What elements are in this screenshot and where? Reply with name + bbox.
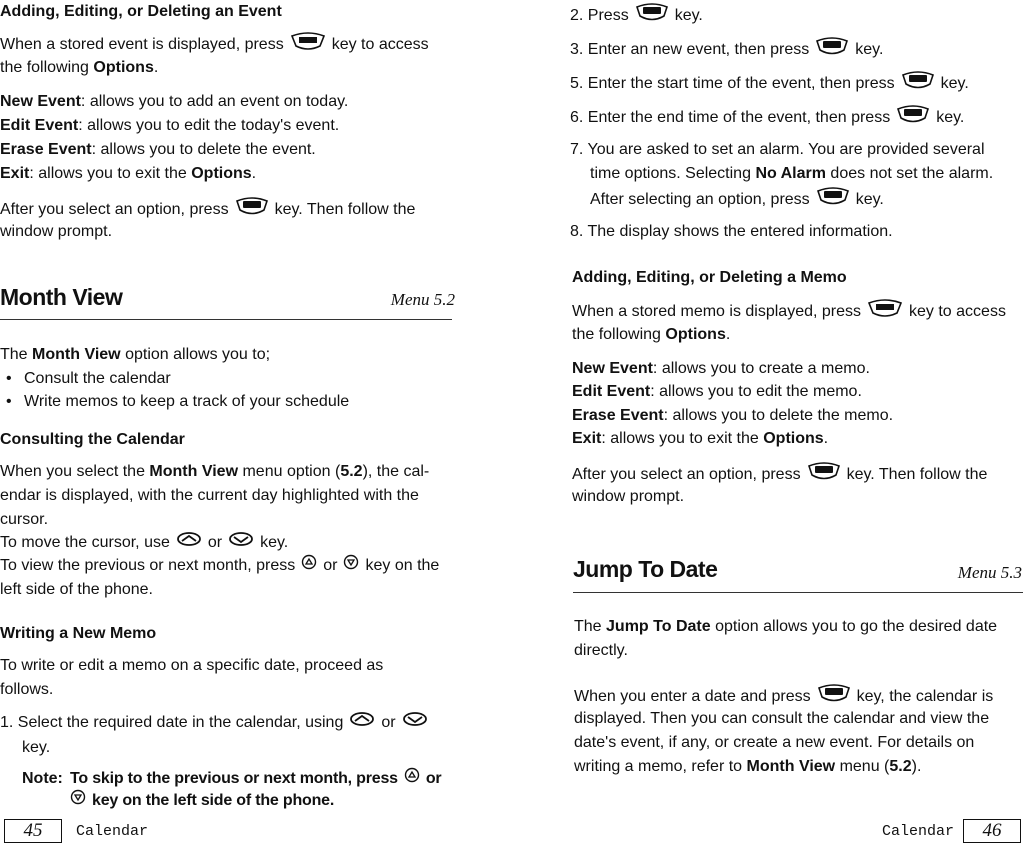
text: menu option ( [242, 463, 341, 480]
side-down-key-icon [343, 554, 359, 578]
text: The [574, 618, 602, 635]
text: : allows you to delete the event. [91, 141, 316, 158]
side-down-key-icon [70, 789, 86, 813]
text: When you select the [0, 463, 145, 480]
text: When a stored memo is displayed, press [572, 303, 862, 321]
step-8: 8. The display shows the entered information. [570, 223, 893, 240]
label: Edit Event [0, 117, 79, 134]
text: option allows you to go the desired date [715, 618, 998, 635]
adding-memo-intro-line2: the following Options. [572, 326, 731, 343]
adding-event-intro-line2: the following Options. [0, 59, 159, 76]
text: To view the previous or next month, press [0, 557, 296, 575]
page-number-45: 45 [4, 819, 62, 843]
text: : allows you to edit the memo. [650, 383, 862, 400]
step-7-line2 [590, 162, 993, 186]
text: key. Then follow the [846, 466, 988, 484]
options-bold: Options [191, 165, 252, 182]
jump-intro-line2: directly. [574, 642, 628, 659]
text: option allows you to; [125, 346, 271, 363]
text: key, the calendar is [856, 688, 994, 706]
step-7-line1: 7. You are asked to set an alarm. You are provided several [570, 141, 985, 158]
label: Erase Event [0, 141, 92, 158]
text: key to access [909, 303, 1006, 321]
memo-option-exit: Exit: allows you to exit the Options. [572, 430, 829, 447]
text: key. [674, 7, 703, 25]
option-edit-event [0, 114, 339, 138]
text: ). [911, 758, 922, 775]
jump-p2-line4 [574, 755, 921, 779]
text: time options. Selecting [590, 165, 751, 182]
bold: 5.2 [889, 758, 912, 775]
label: New Event [572, 360, 653, 377]
ok-key-icon [896, 104, 930, 132]
text: key to access [331, 36, 429, 54]
heading-consulting: Consulting the Calendar [0, 431, 185, 448]
note-label: Note: [22, 770, 63, 787]
label: New Event [0, 93, 81, 110]
text: : allows you to exit the [29, 165, 187, 182]
text: After you select an option, press [0, 201, 229, 219]
option-new-event [0, 90, 348, 114]
text: key. [855, 41, 884, 59]
text: 6. Enter the end time of the event, then press [570, 109, 891, 127]
memo-option-erase [572, 404, 893, 428]
options-bold: Options [665, 326, 726, 343]
section-title-jump-to-date: Jump To Date [573, 556, 718, 582]
bold: No Alarm [755, 165, 826, 182]
heading-writing-memo: Writing a New Memo [0, 625, 157, 642]
bullet-consult-calendar: • Consult the calendar [24, 367, 171, 391]
text: or [425, 770, 442, 788]
text: 1. Select the required date in the calendar, using [0, 714, 344, 732]
menu-ref-5-3: Menu 5.3 [957, 563, 1022, 582]
step-1-key: key. [22, 739, 51, 756]
text: key. [940, 75, 969, 93]
text: does not set the alarm. [830, 165, 994, 182]
text: ), the cal- [362, 463, 430, 480]
section-rule [573, 592, 1023, 593]
text: After you select an option, press [572, 466, 801, 484]
text: key. [936, 109, 965, 127]
side-up-key-icon [404, 767, 420, 791]
footer-label: Calendar [882, 823, 955, 840]
text: the following [0, 59, 89, 76]
options-bold: Options [93, 59, 154, 76]
options-bold: Options [763, 430, 824, 447]
bold: 5.2 [340, 463, 363, 480]
text: 3. Enter an new event, then press [570, 41, 810, 59]
adding-memo-after-line2: window prompt. [572, 488, 685, 505]
label: Erase Event [572, 407, 664, 424]
ok-key-icon [901, 70, 935, 98]
month-view-intro [0, 343, 270, 367]
text: 2. Press [570, 7, 629, 25]
step-3 [570, 36, 883, 64]
jump-p2-line3: date's event, if any, or create a new event. For details on [574, 734, 975, 751]
consulting-line4 [0, 531, 288, 555]
side-up-key-icon [301, 554, 317, 578]
section-rule [0, 319, 452, 320]
text: When you enter a date and press [574, 688, 811, 706]
memo-option-new [572, 357, 870, 381]
step-1 [0, 711, 434, 735]
step-5 [570, 70, 969, 98]
text: or [323, 557, 338, 575]
writing-line2: follows. [0, 681, 54, 698]
label: Exit [572, 430, 602, 447]
consulting-line6: left side of the phone. [0, 581, 153, 598]
heading-adding-event: Adding, Editing, or Deleting an Event [0, 3, 282, 20]
menu-ref-5-2: Menu 5.2 [390, 290, 455, 309]
nav-right-key-icon [228, 531, 254, 555]
bold: Month View [32, 346, 121, 363]
adding-event-intro-line1 [0, 32, 429, 58]
memo-option-edit [572, 380, 862, 404]
label: Edit Event [572, 383, 651, 400]
note-line2 [70, 789, 334, 813]
consulting-line5 [0, 554, 439, 578]
jump-p2-line2: displayed. Then you can consult the calendar and view the [574, 710, 990, 727]
option-erase-event [0, 138, 316, 162]
text: To skip to the previous or next month, press [70, 770, 398, 788]
text: key. [260, 534, 289, 552]
text: or [207, 534, 223, 552]
text: : allows you to create a memo. [652, 360, 870, 377]
text: When a stored event is displayed, press [0, 36, 284, 54]
text: key. [855, 191, 884, 209]
text: key. Then follow the [274, 201, 416, 219]
label: Exit [0, 165, 30, 182]
ok-key-icon [807, 461, 841, 489]
text: writing a memo, refer to [574, 758, 743, 775]
menu-key-icon [867, 299, 903, 325]
ok-key-icon [815, 36, 849, 64]
text: key on the [365, 557, 440, 575]
ok-key-icon [816, 186, 850, 214]
adding-event-after-line2: window prompt. [0, 223, 113, 240]
step-2 [570, 2, 703, 30]
bold: Month View [149, 463, 239, 480]
consulting-line1 [0, 460, 429, 484]
text: After selecting an option, press [590, 191, 810, 209]
page-number-46: 46 [963, 819, 1021, 843]
text: The [0, 346, 28, 363]
footer-label: Calendar [76, 823, 149, 840]
text: key on the left side of the phone. [92, 792, 335, 810]
text: To move the cursor, use [0, 534, 170, 552]
step-6 [570, 104, 964, 132]
step-7-line3 [590, 186, 884, 214]
bold: Jump To Date [606, 618, 711, 635]
consulting-line3: cursor. [0, 511, 49, 528]
note-line1 [70, 767, 441, 791]
nav-right-key-icon [402, 711, 428, 735]
text: : allows you to exit the [601, 430, 759, 447]
nav-left-key-icon [176, 531, 202, 555]
menu-key-icon [290, 32, 326, 58]
nav-left-key-icon [349, 711, 375, 735]
jump-intro-line1 [574, 615, 997, 639]
text: the following [572, 326, 661, 343]
writing-line1: To write or edit a memo on a specific date, proceed as [0, 657, 384, 674]
text: or [381, 714, 396, 732]
text: : allows you to delete the memo. [663, 407, 894, 424]
text: : allows you to add an event on today. [80, 93, 349, 110]
option-exit: Exit: allows you to exit the Options. [0, 165, 257, 182]
ok-key-icon [635, 2, 669, 30]
bullet-write-memos: • Write memos to keep a track of your schedule [24, 390, 349, 414]
heading-adding-memo: Adding, Editing, or Deleting a Memo [572, 269, 847, 286]
text: menu ( [839, 758, 890, 775]
ok-key-icon [235, 196, 269, 224]
consulting-line2: endar is displayed, with the current day highlighted with the [0, 487, 419, 504]
text: 5. Enter the start time of the event, then press [570, 75, 895, 93]
section-title-month-view: Month View [0, 284, 123, 310]
adding-memo-intro-line1 [572, 299, 1006, 325]
text: : allows you to edit the today's event. [78, 117, 340, 134]
bold: Month View [746, 758, 836, 775]
